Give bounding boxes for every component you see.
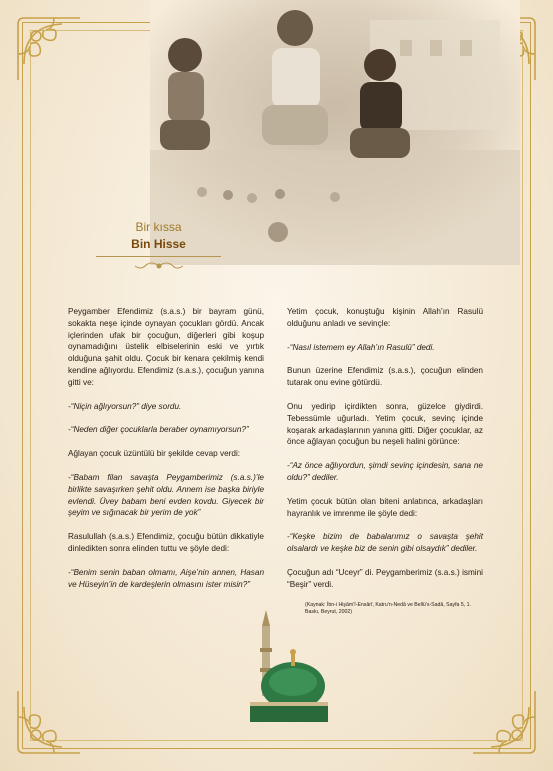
- paragraph: -“Niçin ağlıyorsun?” diye sordu.: [68, 401, 182, 411]
- paragraph: -“Nasıl istemem ey Allah’ın Rasulü” dedi.: [287, 342, 435, 352]
- paragraph: Ağlayan çocuk üzüntülü bir şekilde cevap verdi:: [68, 449, 241, 459]
- source-citation: (Kaynak: İbn-i Hişâm’î-Ensârî, Katru’n-Nedâ ve Bellü’s-Sadâ, Sayfa 5, 1. Baskı, Beyrut, 2002): [305, 601, 471, 616]
- paragraph: Onu yedirip içirdikten sonra, güzelce giydirdi. Tebessümle uğurladı. Yetim çocuk, sevinç içinde koşarak arkadaşlarının yanına gitti. Diğer çocuklar, az önce ağlayan çocuğun bu neşeli halini görünce:: [287, 401, 483, 447]
- subtitle: Bir kıssa: [135, 220, 182, 234]
- paragraph: -“Babam filan savaşta Peygamberimiz (s.a.s.)’le birlikte savaşırken şehit oldu. Annem ise başka biriyle evlendi. Üvey babam beni evden kovdu. Giyecek bir şeyim ve sığınacak bir yerim de yok”: [68, 472, 264, 518]
- paragraph: Rasulullah (s.a.s.) Efendimiz, çocuğu bütün dikkatiyle dinledikten sonra elinden tuttu ve şöyle dedi:: [68, 532, 264, 553]
- text-column-right: [287, 306, 483, 629]
- paragraph: Yetim çocuk, konuştuğu kişinin Allah’ın Rasulü olduğunu anladı ve sevinçle:: [287, 307, 483, 328]
- page-title: Bin Hisse: [131, 237, 186, 251]
- green-dome-mosque-icon: [238, 608, 328, 728]
- paragraph: Yetim çocuk bütün olan biteni anlatınca, arkadaşları hayranlık ve imrenme ile şöyle dedi:: [287, 496, 483, 518]
- gold-filigree-corner-icon: [14, 687, 84, 757]
- scroll-ornament-icon: [129, 259, 189, 273]
- paragraph: Çocuğun adı “Uceyr” di. Peygamberimiz (s.a.s.) ismini “Beşir” verdi.: [287, 567, 483, 589]
- gold-filigree-corner-icon: [469, 687, 539, 757]
- gold-filigree-corner-icon: [14, 14, 84, 84]
- text-column-left: [68, 306, 264, 602]
- paragraph: Peygamber Efendimiz (s.a.s.) bir bayram günü, sokakta neşe içinde oynayan çocukları gördü. Ancak içlerinden ufak bir çocuğun, diğerleri gibi koşup oynamadığını üstelik elbiselerinin eski ve yırtık olduğuna şahit oldu. Çocuk bir kenara çekilmiş kendi kendine ağlıyordu. Efendimiz (s.a.s.), çocuğun yanına gitti ve:: [68, 307, 264, 387]
- paragraph: -“Benim senin baban olmamı, Aişe’nin annen, Hasan ve Hüseyin’in de kardeşlerin olmasını ister misin?”: [68, 567, 264, 589]
- title-block: [96, 220, 221, 273]
- paragraph: -“Az önce ağlıyordun, şimdi sevinç içindesin, sana ne oldu?” dediler.: [287, 461, 483, 482]
- paragraph: -“Neden diğer çocuklarla beraber oynamıyorsun?”: [68, 425, 249, 435]
- paragraph: -“Keşke bizim de babalarımız o savaşta şehit olsalardı ve keşke biz de senin gibi olsaydık” dediler.: [287, 532, 483, 554]
- title-divider: [96, 256, 221, 257]
- paragraph: Bunun üzerine Efendimiz (s.a.s.), çocuğun elinden tutarak onu evine götürdü.: [287, 366, 483, 388]
